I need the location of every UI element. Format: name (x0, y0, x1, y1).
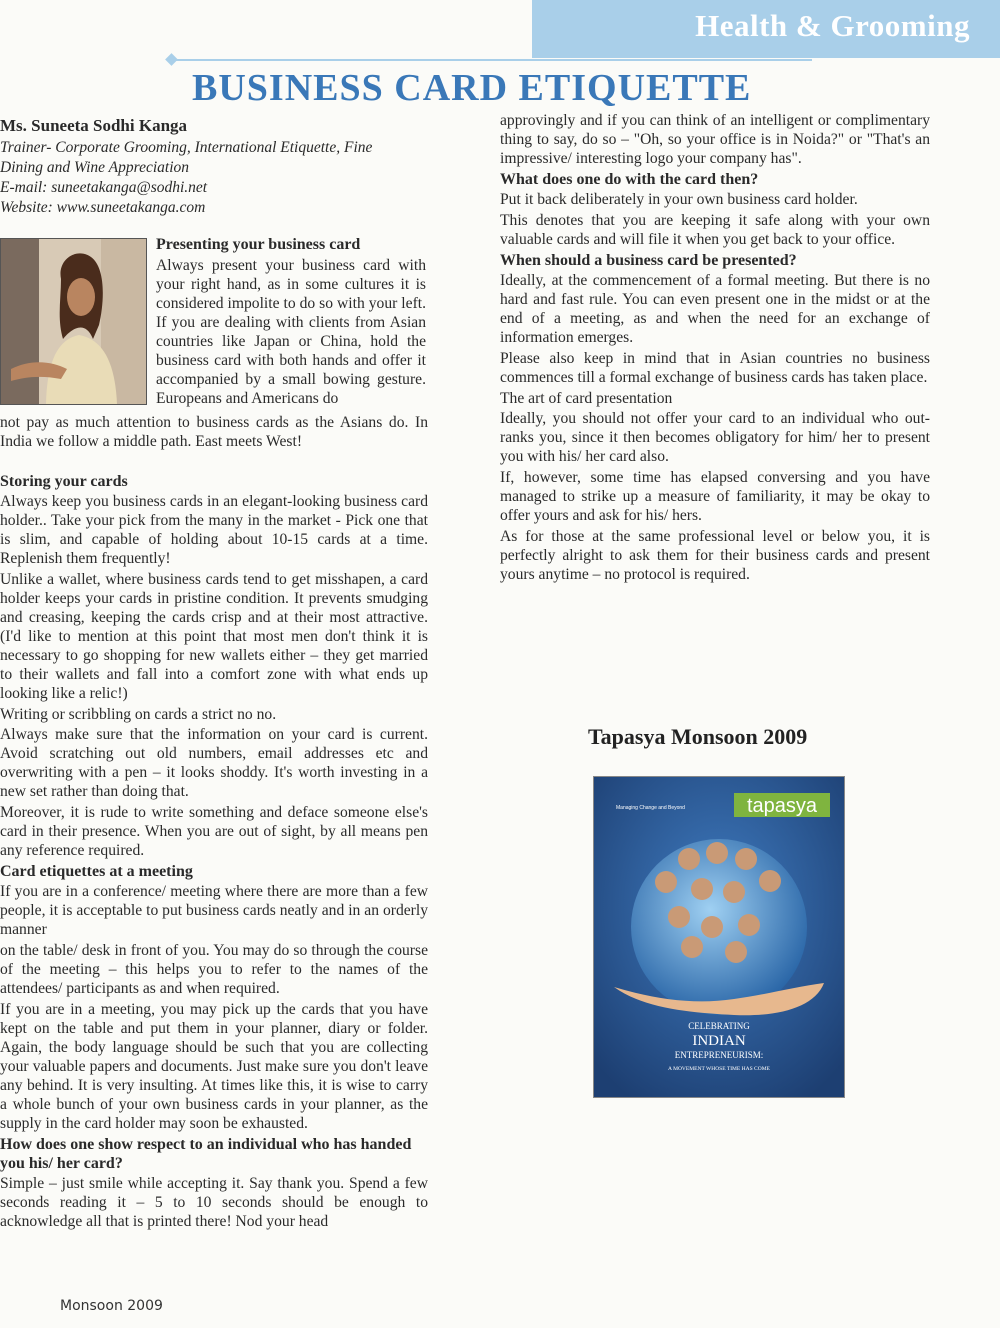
author-block (0, 116, 430, 218)
author-photo (0, 238, 147, 405)
cover-line-4: A MOVEMENT WHOSE TIME HAS COME (668, 1066, 770, 1072)
banner-rule (172, 59, 812, 61)
paragraph: If you are in a conference/ meeting where there are more than a few people, it is acceptable to put business cards neatly and in an orderly manner (0, 883, 428, 938)
paragraph: If you are in a meeting, you may pick up the cards that you have kept on the table and put them in your planner, diary or folder. Again, the body language should be such that you are collecting your valuable papers and documents. Just make sure you don't leave any behind. It is very insulting. At times like this, it is wise to carry a whole bunch of your own business cards in your planner, as the supply in the card holder may soon be exhausted. (0, 1001, 428, 1132)
paragraph: This denotes that you are keeping it safe along with your own valuable cards and will file it when you get back to your office. (500, 212, 930, 248)
paragraph: Simple – just smile while accepting it. Say thank you. Spend a few seconds reading it – 5 to 10 seconds should be enough to acknowledge all that is printed there! Nod your head (0, 1175, 428, 1230)
paragraph: Ideally, you should not offer your card to an individual who out-ranks you, since it then becomes obligatory for him/ her to present you with his/ her card also. (500, 410, 930, 465)
paragraph: Moreover, it is rude to write something and deface someone else's card in their presence. When you are out of sight, by all means pen any reference required. (0, 804, 428, 859)
paragraph: If, however, some time has elapsed conversing and you have managed to strike up a measure of familiarity, it may be okay to offer yours and ask for his/ hers. (500, 469, 930, 524)
rule-diamond (165, 53, 178, 66)
paragraph: not pay as much attention to business cards as the Asians do. In India we follow a middle path. East meets West! (0, 414, 428, 450)
when-heading: When should a business card be presented? (500, 252, 797, 269)
storing-heading: Storing your cards (0, 473, 128, 490)
author-photo-image (1, 239, 146, 404)
scribbling-subhead: Writing or scribbling on cards a strict no no. (0, 706, 277, 723)
author-website: Website: www.suneetakanga.com (0, 199, 206, 216)
paragraph: Ideally, at the commencement of a formal meeting. But there is no hard and fast rule. You can even present one in the midst or at the end of a meeting, as and when the need for an exchange of information emerges. (500, 272, 930, 346)
section-label: Health & Grooming (695, 8, 970, 43)
paragraph: on the table/ desk in front of you. You may do so through the course of the meeting – this helps you to refer to the names of the attendees/ participants as and when required. (0, 942, 428, 997)
cover-line-3: ENTREPRENEURISM: (674, 1050, 764, 1060)
cover-masthead: tapasya (746, 795, 818, 817)
right-column (500, 111, 930, 586)
tapasya-cover (593, 776, 845, 1098)
respect-heading: How does one show respect to an individual who has handed you his/ her card? (0, 1136, 412, 1172)
author-role-1: Trainer- Corporate Grooming, International Etiquette, Fine (0, 139, 373, 156)
cover-line-2: INDIAN (692, 1033, 746, 1049)
art-subhead: The art of card presentation (500, 390, 673, 407)
paragraph: Always make sure that the information on your card is current. Avoid scratching out old numbers, email addresses etc and overwriting with a pen – it looks shoddy. It's worth investing in a new set rather than doing that. (0, 726, 428, 800)
paragraph: As for those at the same professional level or below you, it is perfectly alright to ask them for their business cards and present yours anytime – no protocol is required. (500, 528, 930, 583)
paragraph: Always present your business card with your right hand, as in some cultures it is considered impolite to do so with your left. If you are dealing with clients from Asian countries like Japan or China, hold the business card with both hands and offer it accompanied by a small bowing gesture. Europeans and Americans do (156, 257, 426, 407)
paragraph: Put it back deliberately in your own business card holder. (500, 191, 858, 208)
paragraph: Always keep you business cards in an elegant-looking business card holder.. Take your pick from the many in the market - Pick one that is slim, and capable of holding about 10-15 cards at a time. Replenish them frequently! (0, 493, 428, 567)
left-column (0, 470, 428, 1233)
cover-issue-line: Managing Change and Beyond (616, 805, 685, 811)
author-email: E-mail: suneetakanga@sodhi.net (0, 179, 208, 196)
tapasya-caption: Tapasya Monsoon 2009 (588, 724, 808, 749)
paragraph: Please also keep in mind that in Asian countries no business commences till a formal exchange of business cards has taken place. (500, 350, 930, 386)
tapasya-cover-image (594, 777, 844, 1097)
cover-line-1: CELEBRATING (688, 1021, 750, 1031)
presenting-tail (0, 413, 428, 453)
author-role-2: Dining and Wine Appreciation (0, 159, 189, 176)
presenting-heading: Presenting your business card (156, 236, 361, 253)
paragraph: approvingly and if you can think of an intelligent or complimentary thing to say, do so – "Oh, so your office is in Noida?" or "That's an impressive/ interesting logo your company has". (500, 112, 930, 167)
what-next-heading: What does one do with the card then? (500, 171, 759, 188)
article-title: BUSINESS CARD ETIQUETTE (192, 67, 752, 109)
presenting-wrap-text (156, 256, 426, 410)
author-name: Ms. Suneeta Sodhi Kanga (0, 116, 188, 135)
meeting-heading: Card etiquettes at a meeting (0, 863, 193, 880)
section-banner (532, 0, 1000, 58)
folio: Monsoon 2009 (60, 1298, 163, 1314)
paragraph: Unlike a wallet, where business cards tend to get misshapen, a card holder keeps your cards in pristine condition. It prevents smudging and creasing, keeping the cards crisp and at their most attractive. (I'd like to mention at this point that most men don't think it is necessary to go shopping for new wallets either – they get married to their wallets and fall into a comfort zone with what ends up looking like a relic!) (0, 571, 428, 702)
